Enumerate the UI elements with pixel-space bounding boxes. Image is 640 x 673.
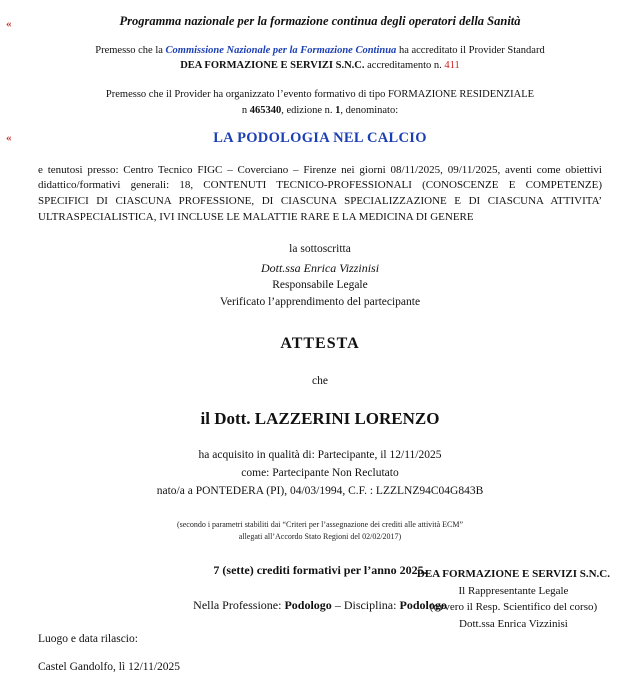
che-text: che (312, 375, 328, 388)
fine-print-line1: (secondo i parametri stabiliti dai “Criteri per l’assegnazione dei crediti alle attività ECM” (176, 519, 464, 529)
participant-details (38, 447, 602, 500)
signatory-intro: la sottoscritta (289, 243, 351, 256)
discipline-value: Podologo (399, 597, 447, 612)
edition-number: 1 (335, 104, 341, 116)
issue-block (38, 633, 602, 673)
fine-print-line2: allegati all’Accordo Stato Regioni del 02/02/2017) (238, 531, 402, 541)
premise2-text-b: , edizione n. (281, 104, 336, 116)
premise1-text-c: accreditamento n. (364, 60, 445, 72)
signature-alt: (ovvero il Resp. Scientifico del corso) (429, 601, 598, 613)
commission-name: Commissione Nazionale per la Formazione Continua (165, 45, 397, 56)
profession-value: Podologo (284, 597, 332, 612)
participant-name: il Dott. LAZZERINI LORENZO (200, 409, 440, 429)
credits-awarded: 7 (sette) crediti formativi per l’anno 2025. (213, 562, 427, 577)
premise2-text-a: n (241, 104, 250, 116)
red-margin-mark-top: « (6, 18, 12, 30)
premise2-line1: Premesso che il Provider ha organizzato l’evento formativo di tipo FORMAZIONE RESIDENZIALE (105, 89, 535, 101)
premise1-text-b: ha accreditato il Provider Standard (396, 45, 545, 56)
document-title: Programma nazionale per la formazione continua degli operatori della Sanità (119, 14, 521, 28)
signatory-role: Responsabile Legale (272, 278, 368, 291)
issue-value: Castel Gandolfo, lì 12/11/2025 (38, 660, 181, 673)
red-margin-mark-middle: « (6, 132, 12, 144)
signatory-block (38, 241, 602, 311)
signatory-name: Dott.ssa Enrica Vizzinisi (260, 260, 380, 275)
detail-acquired: ha acquisito in qualità di: Partecipante, il 12/11/2025 (198, 449, 442, 462)
premise-event (38, 87, 602, 117)
premise1-text-a: Premesso che la (95, 45, 166, 56)
signature-block (417, 566, 610, 632)
premise-accreditation (38, 43, 602, 73)
accreditation-number: 411 (444, 60, 460, 72)
attesta-heading: ATTESTA (280, 335, 360, 353)
event-description: e tenutosi presso: Centro Tecnico FIGC – Coverciano – Firenze nei giorni 08/11/2025, 09/11/2025, aventi come obiettivi didattico/formativi generali: 18, CONTENUTI TECNICO-PROFESSIONALI (CONOSCENZE E COMPETENZE) SPECIFICI DI CIASCUNA PROFESSIONE, DI CIASCUNA SPECIALIZZAZIONE E DI CIASCUNA ATTIVITA’ ULTRASPECIALISTICA, IVI INCLUSE LE MALATTIE RARE E LA MEDICINA DI GENERE (38, 163, 602, 223)
profession-text-b: – Disciplina: (331, 597, 400, 612)
signatory-verified: Verificato l’apprendimento del partecipante (219, 295, 421, 308)
detail-birth-cf: nato/a a PONTEDERA (PI), 04/03/1994, C.F. : LZZLNZ94C04G843B (156, 484, 484, 497)
signature-org: DEA FORMAZIONE E SERVIZI S.N.C. (416, 568, 610, 580)
issue-label: Luogo e data rilascio: (38, 632, 138, 645)
premise2-text-c: , denominato: (340, 104, 399, 116)
profession-text-a: Nella Professione: (193, 597, 285, 612)
signature-name: Dott.ssa Enrica Vizzinisi (459, 617, 568, 630)
detail-role: come: Partecipante Non Reclutato (241, 466, 399, 479)
fine-print (38, 519, 602, 543)
event-number: 465340 (249, 104, 282, 116)
signature-role: Il Rappresentante Legale (458, 584, 569, 597)
provider-name: DEA FORMAZIONE E SERVIZI S.N.C. (180, 60, 365, 72)
event-title: LA PODOLOGIA NEL CALCIO (213, 129, 427, 146)
